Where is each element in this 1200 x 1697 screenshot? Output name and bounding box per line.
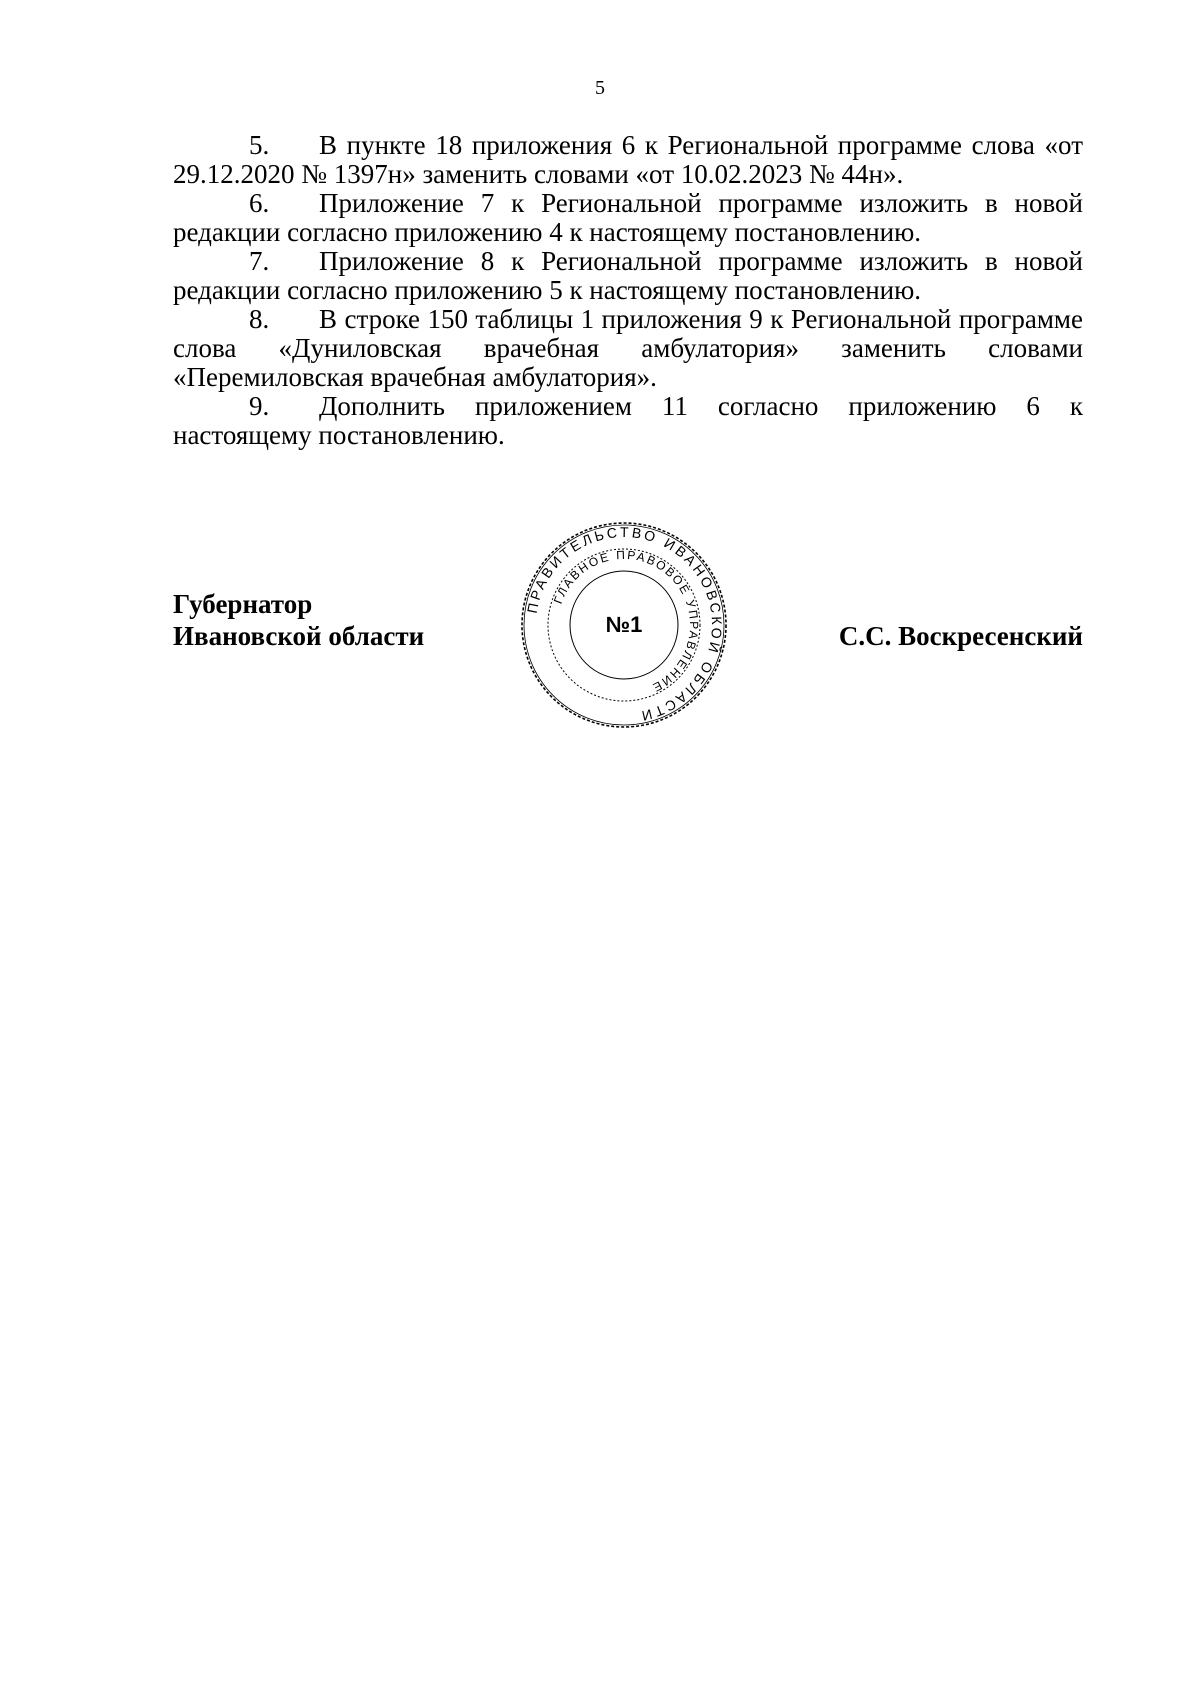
item-text: Приложение 8 к Региональной программе изложить в новой редакции согласно приложению 5 к настоящему постановлению.: [173, 246, 1083, 305]
seal-graphic: [518, 520, 730, 730]
item-text: Приложение 7 к Региональной программе изложить в новой редакции согласно приложению 4 к настоящему постановлению.: [173, 188, 1083, 247]
seal-inner-text: ГЛАВНОЕ ПРАВОВОЕ УПРАВЛЕНИЕ: [550, 547, 702, 696]
list-item: [173, 131, 1083, 189]
item-text: Дополнить приложением 11 согласно приложению 6 к настоящему постановлению.: [173, 391, 1083, 450]
list-item: [173, 392, 1083, 450]
document-body: [173, 131, 1083, 450]
signatory-position: [173, 588, 424, 652]
item-text: В пункте 18 приложения 6 к Региональной программе слова «от 29.12.2020 № 1397н» заменить словами «от 10.02.2023 № 44н».: [173, 130, 1083, 189]
list-item: [173, 305, 1083, 392]
page-number: 5: [595, 77, 605, 99]
item-number: 8.: [249, 304, 270, 334]
signatory-position-line2: Ивановской области: [173, 621, 425, 651]
signatory-position-line1: Губернатор: [173, 589, 313, 619]
list-item: [173, 247, 1083, 305]
item-text: В строке 150 таблицы 1 приложения 9 к Региональной программе слова «Дуниловская врачебная амбулатория» заменить словами «Перемиловская врачебная амбулатория».: [173, 304, 1083, 392]
list-item: [173, 189, 1083, 247]
item-number: 5.: [249, 130, 270, 160]
item-number: 6.: [249, 188, 270, 218]
seal-outer-text: ПРАВИТЕЛЬСТВО ИВАНОВСКОЙ ОБЛАСТИ: [523, 523, 726, 725]
signatory-name: С.С. Воскресенский: [838, 621, 1083, 651]
item-number: 9.: [249, 391, 270, 421]
official-seal: [518, 520, 730, 730]
item-number: 7.: [249, 246, 270, 276]
seal-center-text: №1: [605, 612, 643, 637]
